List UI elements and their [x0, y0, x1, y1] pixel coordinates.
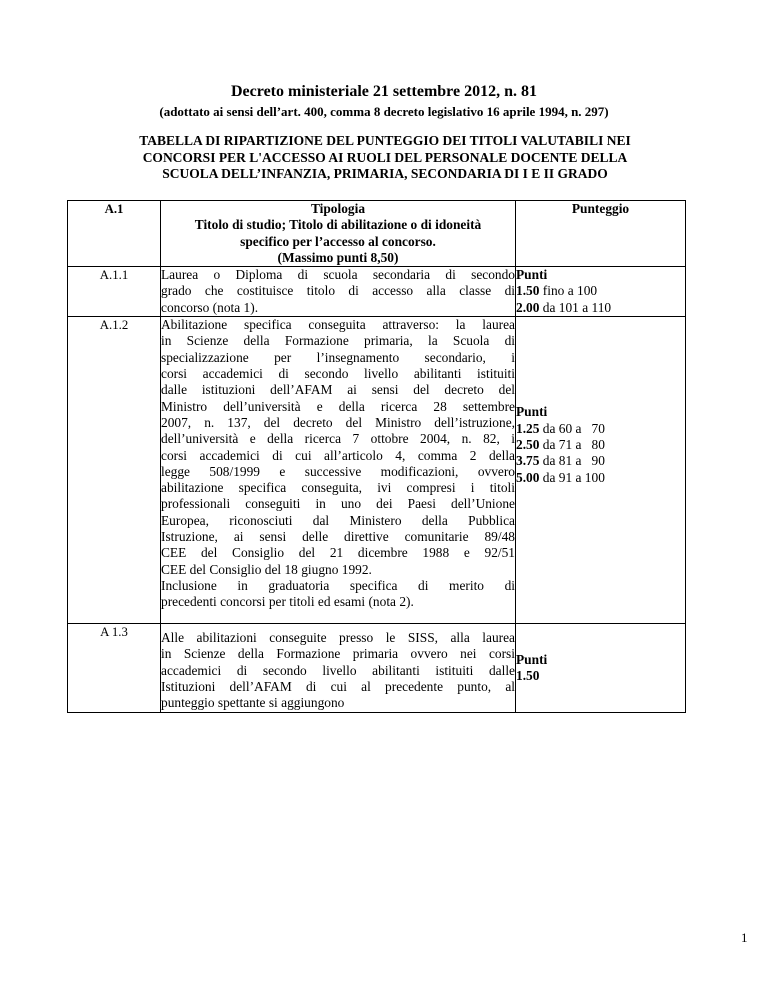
- row-code-cell: [68, 201, 161, 267]
- table-heading-line: SCUOLA DELL’INFANZIA, PRIMARIA, SECONDARIA DI I E II GRADO: [162, 166, 608, 181]
- points-entry: [516, 283, 685, 299]
- points-range: da 81 a 90: [539, 453, 605, 469]
- row-code-cell: [68, 317, 161, 624]
- description-line: accademici di secondo livello abilitanti istituiti dalle: [161, 662, 515, 678]
- description-line: grado che costituisce titolo di accesso alla classe di: [161, 283, 515, 299]
- table-row-a11: [68, 267, 686, 317]
- description-line: concorso (nota 1).: [161, 299, 259, 315]
- description-line: Europea, riconosciuti dal Ministero della Pubblica: [161, 512, 515, 528]
- description-line: Istruzione, ai sensi delle direttive comunitarie 89/48: [161, 529, 515, 545]
- table-row-a1: [68, 201, 686, 267]
- description-line: dalle istituzioni dell’AFAM ai sensi del decreto del: [161, 382, 515, 398]
- score-table: [67, 200, 686, 713]
- points-range: da 91 a 100: [539, 469, 605, 485]
- points-value: 5.00: [516, 469, 540, 485]
- points-entry: [516, 421, 685, 437]
- points-value: 2.00: [516, 299, 540, 315]
- description-line: CEE del Consiglio del 21 dicembre 1988 e 92/51: [161, 545, 515, 561]
- row-code-cell: [68, 624, 161, 712]
- table-row-a13: [68, 624, 686, 712]
- description-line: corsi accademici di secondo livello abilitanti istituiti: [161, 366, 515, 382]
- row-points-cell: [516, 201, 686, 267]
- points-spacer: [516, 486, 685, 536]
- points-entry: [516, 437, 685, 453]
- points-entry: [516, 300, 685, 316]
- section-title-line: (Massimo punti 8,50): [277, 249, 399, 265]
- document-subtitle: (adottato ai sensi dell’art. 400, comma 8 decreto legislativo 16 aprile 1994, n. 297): [159, 104, 609, 119]
- table-row-a12: [68, 317, 686, 624]
- points-range: da 71 a 80: [539, 437, 605, 453]
- description-line: dell’università e della ricerca 7 ottobre 2004, n. 82, i: [161, 431, 515, 447]
- points-entry: [516, 453, 685, 469]
- points-value: 2.50: [516, 437, 540, 453]
- points-entry: [516, 470, 685, 486]
- description-line: professionali conseguiti in uno dei Paesi dell’Unione: [161, 496, 515, 512]
- points-range: da 60 a 70: [539, 420, 605, 436]
- row-code: A.1.1: [99, 268, 129, 283]
- description-line: legge 508/1999 e successive modificazioni, ovvero: [161, 463, 515, 479]
- punteggio-header: Punteggio: [571, 201, 630, 216]
- table-heading: [92, 133, 678, 183]
- description-line: Laurea o Diploma di scuola secondaria di secondo: [161, 267, 515, 283]
- section-title-line: specifico per l’accesso al concorso.: [240, 233, 436, 249]
- description-line: Ministro dell’università e della ricerca 28 settembre: [161, 398, 515, 414]
- row-description-cell: [161, 624, 516, 712]
- description-line: CEE del Consiglio del 18 giugno 1992.: [161, 561, 372, 577]
- tipologia-header: Tipologia: [310, 201, 366, 216]
- row-code: A 1.3: [100, 625, 128, 640]
- points-range: da 101 a 110: [539, 299, 612, 315]
- points-label: Punti: [516, 267, 548, 283]
- description-line: Alle abilitazioni conseguite presso le SISS, alla laurea: [161, 630, 515, 646]
- description-line: Abilitazione specifica conseguita attraverso: la laurea: [161, 317, 515, 333]
- description-line: specializzazione per l’insegnamento secondario, i: [161, 349, 515, 365]
- description-line: Istituzioni dell’AFAM di cui al precedente punto, al: [161, 679, 515, 695]
- description-line: punteggio spettante si aggiungono: [161, 695, 345, 711]
- description-line: in Scienze della Formazione primaria, la Scuola di: [161, 333, 515, 349]
- row-points-cell: [516, 317, 686, 624]
- section-title-line: Titolo di studio; Titolo di abilitazione o di idoneità: [194, 217, 482, 233]
- table-heading-line: CONCORSI PER L'ACCESSO AI RUOLI DEL PERSONALE DOCENTE DELLA: [142, 149, 628, 165]
- row-description-cell: [161, 267, 516, 317]
- row-points-cell: [516, 267, 686, 317]
- points-value: 1.50: [516, 667, 540, 683]
- row-description-cell: [161, 201, 516, 267]
- row-points-cell: [516, 624, 686, 712]
- points-value: 1.50: [516, 283, 540, 299]
- points-value: 1.25: [516, 420, 540, 436]
- row-description-cell: [161, 317, 516, 624]
- row-code: A.1.2: [99, 318, 129, 333]
- description-line: Inclusione in graduatoria specifica di merito di: [161, 577, 515, 593]
- page-number: 1: [741, 930, 748, 945]
- points-label: Punti: [516, 651, 548, 667]
- document-title: Decreto ministeriale 21 settembre 2012, n. 81: [231, 83, 537, 100]
- description-line: in Scienze della Formazione primaria ovvero nei corsi: [161, 646, 515, 662]
- table-heading-line: TABELLA DI RIPARTIZIONE DEL PUNTEGGIO DEI TITOLI VALUTABILI NEI: [139, 133, 631, 148]
- description-line: corsi accademici di cui all’articolo 4, comma 2 della: [161, 447, 515, 463]
- description-line: abilitazione specifica conseguita, ivi compresi i titoli: [161, 480, 515, 496]
- points-range: fino a 100: [539, 283, 598, 299]
- description-line: precedenti concorsi per titoli ed esami (nota 2).: [161, 594, 414, 610]
- points-label: Punti: [516, 404, 548, 420]
- row-code-cell: [68, 267, 161, 317]
- row-code: A.1: [104, 202, 124, 216]
- description-line: 2007, n. 137, del decreto del Ministro dell’istruzione,: [161, 414, 515, 430]
- points-value: 3.75: [516, 453, 540, 469]
